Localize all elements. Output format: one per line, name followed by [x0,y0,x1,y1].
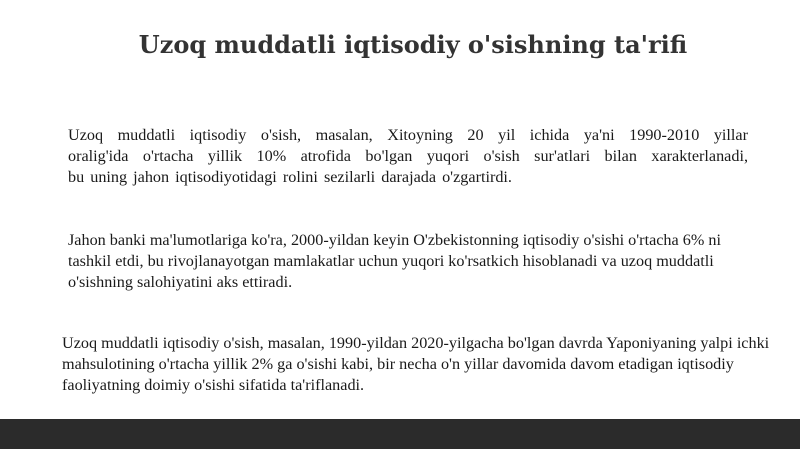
footer-bar [0,419,800,449]
paragraph-3: Uzoq muddatli iqtisodiy o'sish, masalan, 1990-yildan 2020-yilgacha bo'lgan davrda Yaponiyaning yalpi ichki mahsulotining o'rtacha yillik 2% ga o'sishi kabi, bir necha o'n yillar davomida davom etadigan iqtisodiy faoliyatning doimiy o'sishi sifatida ta'riflanadi. [62,334,770,394]
slide-title: Uzoq muddatli iqtisodiy o'sishning ta'rifi [138,30,688,59]
paragraph-1-line-2: oralig'ida o'rtacha yillik 10% atrofida bo'lgan yuqori o'sish sur'atlari bilan xarakterlanadi, [68,147,748,165]
paragraph-1 [68,125,748,188]
paragraph-1-line-1: Uzoq muddatli iqtisodiy o'sish, masalan, Xitoyning 20 yil ichida ya'ni 1990-2010 yillar [68,126,748,144]
paragraph-2: Jahon banki ma'lumotlariga ko'ra, 2000-yildan keyin O'zbekistonning iqtisodiy o'sishi o'rtacha 6% ni tashkil etdi, bu rivojlanayotgan mamlakatlar uchun yuqori ko'rsatkich hisoblanadi va uzoq muddatli o'sishning salohiyatini aks ettiradi. [68,231,721,291]
paragraph-1-line-3: bu uning jahon iqtisodiyotidagi rolini sezilarli darajada o'zgartirdi. [68,168,512,186]
